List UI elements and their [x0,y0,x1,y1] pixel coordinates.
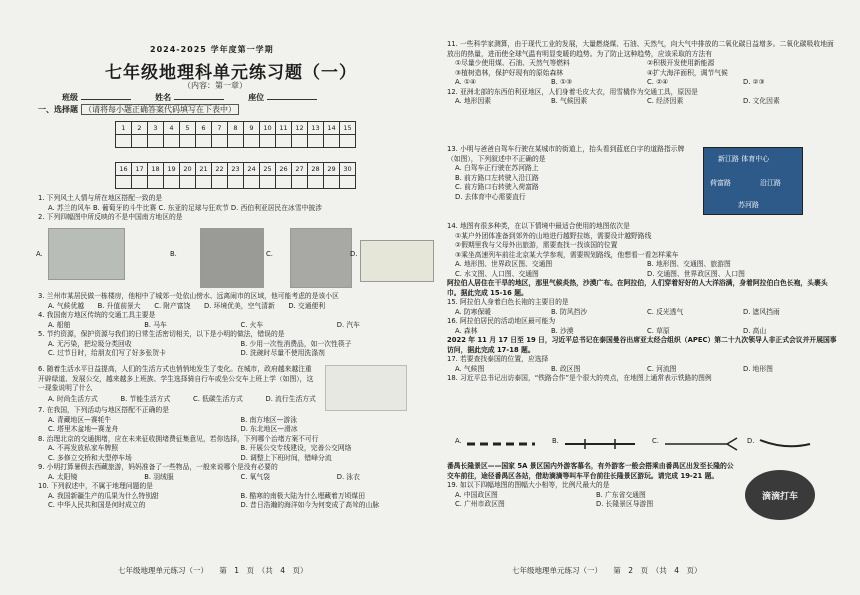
class-label: 班级 [62,93,78,102]
answer-cell[interactable] [116,176,132,189]
answer-number-cell: 4 [164,122,180,135]
answer-number-cell: 28 [308,163,324,176]
answer-cell[interactable] [212,135,228,148]
answer-number-cell: 29 [324,163,340,176]
answer-cell[interactable] [196,135,212,148]
question-6: 6. 随着生活水平日益提高，人们的生活方式也悄悄地发生了变化。在城市，政府越来越注重开辟绿道、发展公交，越来越多上班族、学生选择骑自行车或坐公交车上班上学（如图），这一现象说明了什么 [38,365,314,392]
seat-field[interactable] [267,92,317,100]
photo-b [200,228,264,288]
answer-number-cell: 5 [180,122,196,135]
answer-cell[interactable] [340,135,356,148]
answer-cell[interactable] [324,135,340,148]
answer-cell[interactable] [244,176,260,189]
answer-cell[interactable] [324,176,340,189]
answer-number-cell: 27 [292,163,308,176]
section-note: （请将每小题正确答案代码填写在下表中） [81,104,239,115]
answer-cell[interactable] [260,176,276,189]
answer-number-cell: 10 [260,122,276,135]
answer-cell[interactable] [132,135,148,148]
railway-symbols [465,436,845,452]
answer-cell[interactable] [340,176,356,189]
answer-number-cell: 26 [276,163,292,176]
answer-cell[interactable] [180,176,196,189]
answer-cell[interactable] [308,176,324,189]
answer-number-cell: 13 [308,122,324,135]
name-field[interactable] [174,92,224,100]
answer-number-cell: 14 [324,122,340,135]
answer-table-row2[interactable] [115,162,356,189]
answer-number-cell: 9 [244,122,260,135]
exam-sheet: 2024-2025 学年度第一学期 七年级地理科单元练习题（一） （内容：第一章） 班级 姓名 座位 一、选择题 （请将每小题正确答案代码填写在下表中） 1 2 3 4 5 6 7 8 9 10 11 12 13 14 15 16 17 18 19 20 21 22 23 24 25 26 27 28 29 30 1. 下列风土人情与所在地区搭配一致的是 A. 苏兰的风车 B. 葡萄牙的斗牛比赛 C. 东亚的足球与狂欢节 D. 西伯利亚居民在冰雪中披涉 2. 下列四幅图中所反映的不是中国南方地区的是 A. B. C. D. 3. 兰州市某居民做一栋楼房，他相中了城郊一处依山傍水、远离闹市的区域，他可能考虑的是该小区 A. 气候优越 B. 升值前景大 C. 附产富饶 D. 环境优美，空气清新 D. 交通便利 4. 我国南方地区传统的交通工具主要是 A. 船舶 B. 马车 C. 火车 D. 汽车 5. 节约资源，保护资源与我们的日常生活密切相关，以下是小明的做法，错误的是 A. 无污染，把垃圾分类回收 B. 少用一次性消费品，如一次性筷子 C. 过节日时，给朋友们写了好多张贺卡 D. 洗碗时尽量不使用洗涤剂 6. 随着生活水平日益提高，人们的生活方式也悄悄地发生了变化。在城市，政府越来越注重开辟绿道、发展公交，越来越多上班族、学生选择骑自行车或坐公交车上班上学（如图），这一现象说明了什么 A. 时尚生活方式 B. 节能生活方式 C. 低碳生活方式 D. 流行生活方式 7. 在我国，下列活动与地区搭配不正确的是 A. 青藏地区—赛牦牛 B. 南方地区—游泳 C. 塔里木盆地—赛龙舟 D. 东北地区—滑冰 8. 治理北京的交通拥堵，应在未来征收拥堵费征集意见，若你选择，下列哪个治堵方案不可行 A. 不再发放私家车牌照 B. 开展公交专线建设，完善公交网络 C. 多修立交桥和大型停车场 D. 调整上下班时间，错峰分流 9. 小明打算暑假去西藏旅游，妈妈准备了一些物品，一般来说哪个是没有必要的 A. 太阳镜 B. 羽绒服 C. 氧气袋 D. 泳衣 10. 下列叙述中，不属于地理问题的是 A. 我国新疆生产的瓜果为什么特别甜 B. 酷寒的南极大陆为什么埋藏着万顷煤田 C. 中华人民共和国是何时成立的 D. 昔日浩瀚的海洋如今为何变成了高耸的山脉 11. 一些科学家测算，由于现代工业的发展，大量燃烧煤、石油、天然气，向大气中排放的二氧化碳日益增多。二氧化碳吸收地面放出的热量，进而使全球气温有明显变暖的趋势。为了防止这种趋势，应该采取的方法有 ①尽量少使用煤、石油、天然气等燃料 ②积极开发使用新能源 ③植树造林，保护好现有的原始森林 ④扩大海洋面积，调节气候 A. ①④ B. ①③ C. ②④ D. ②③ 12. 亚洲北部的东西伯利亚地区，人们身着毛皮大衣，用雪橇作为交通工具，原因是 A. 地形因素 B. 气候因素 C. 经济因素 D. 文化因素 13. 小明与爸爸自驾车行驶在某城市的街道上，抬头看到蓝底白字的道路指示牌（如图），下列叙述中不正确的是 A. 白驾车正行驶在苏河路上 B. 前方路口左转驶入沿江路 C. 前方路口右转驶入荷富路 D. 去体育中心需要直行 新江路 体育中心 荷富路 沿江路 苏河路 14. 地图有很多种类，在以下情境中最适合使用的地图依次是 ①某户外团体准备到郊外的山地进行越野拉练，需要设计越野路线 ②假期里我与父母外出旅游，需要查找一找该国的位置 ③乘坐高速列车前往北京某大学参观，需要规划路线，他想看一看怎样乘车 A. 地形图、世界政区图、交通图 B. 地形图、交通图、旅游图 C. 水文图、人口图、交通图 D. 交通图、世界政区图、人口图 阿拉伯人居住在干旱的地区，那里气候炎热，沙漠广布。在阿拉伯，人们穿着好好的人大洋浴满，身着阿拉伯白色长袍，头裹头巾。据此完成 15-16 题。 15. 阿拉伯人身着白色长袍的主要目的是 A. 防寒保暖 B. 防风挡沙 C. 反光透气 D. 遮风挡雨 16. 阿拉伯居民的活动地区最可能为 A. 森林 B. 沙漠 C. 草原 D. 高山 2022 年 11 月 17 日至 19 日，习近平总书记在泰国曼谷出席亚太经合组织（APEC）第二十九次领导人非正式会议并开展国事访问，据此完成 17-18 题。 17. 若要查找泰国的位置，应选择 A. 气候图 B. 政区图 C. 河流图 D. 地形图 18. 习近平总书记出访泰国，“铁路合作”是个很大的亮点，在地图上通常表示铁路的图例 A. B. C. D. 番禺长隆景区——国家 5A 景区国内外游客慕名，有外游客一般会搭乘由番禺区出发至长隆的公交车前往，途径番禺区各站，借助滴滴等叫车平台前往长隆景区游玩。请完成 19-21 题。 19. 如以下四幅地图的图幅大小相等，比例尺最大的是 A. 中国政区图 B. 广东省交通图 C. 广州市政区图 D. 长隆景区导游图 滴滴打车 七年级地理单元练习（一） 第 1 页 （共 4 页） 七年级地理单元练习（一） 第 2 页 （共 4 页） [0,0,860,595]
answer-cell[interactable] [244,135,260,148]
answer-number-cell: 17 [132,163,148,176]
answer-number-cell: 7 [212,122,228,135]
answer-cell[interactable] [228,176,244,189]
seat-label: 座位 [248,93,265,102]
answer-number-cell: 8 [228,122,244,135]
answer-cell[interactable] [212,176,228,189]
answer-cell[interactable] [276,135,292,148]
photo-d [360,240,434,282]
answer-cell[interactable] [292,135,308,148]
answer-cell[interactable] [292,176,308,189]
answer-cell[interactable] [132,176,148,189]
answer-number-cell: 23 [228,163,244,176]
answer-number-cell: 21 [196,163,212,176]
answer-cell[interactable] [164,135,180,148]
answer-number-cell: 24 [244,163,260,176]
answer-cell[interactable] [276,176,292,189]
answer-number-cell: 30 [340,163,356,176]
section-title: 一、选择题 [38,105,78,114]
answer-number-cell: 22 [212,163,228,176]
section-heading [38,104,239,115]
answer-number-cell: 11 [276,122,292,135]
answer-cell[interactable] [148,135,164,148]
scope-line: （内容：第一章） [183,81,247,90]
answer-cell[interactable] [260,135,276,148]
footer-left: 七年级地理单元练习（一） 第 1 页 （共 4 页） [118,566,308,575]
class-field[interactable] [81,92,131,100]
question-11: 11. 一些科学家测算，由于现代工业的发展，大量燃烧煤、石油、天然气，向大气中排放的二氧化碳日益增多。二氧化碳吸收地面放出的热量，进而使全球气温有明显变暖的趋势。为了防止这种趋势，应该采取的方法有 ①尽量少使用煤、石油、天然气等燃料 ②积极开发使用新能源 ③植树造林，保护好现有的原始森林 ④扩大海洋面积，调节气候 A. ①④ B. ①③ C. ②④ D. ②③ 12. 亚洲北部的东西伯利亚地区，人们身着毛皮大衣，用雪橇作为交通工具，原因是 A. 地形因素 B. 气候因素 C. 经济因素 D. 文化因素 [447,40,834,105]
answer-number-cell: 12 [292,122,308,135]
answer-number-cell: 20 [180,163,196,176]
didi-stamp: 滴滴打车 [745,470,815,520]
answer-number-cell: 6 [196,122,212,135]
question-19: 番禺长隆景区——国家 5A 景区国内外游客慕名，有外游客一般会搭乘由番禺区出发至长隆的公交车前往，途径番禺区各站，借助滴滴等叫车平台前往长隆景区游玩。请完成 19-21 题。 19. 如以下四幅地图的图幅大小相等，比例尺最大的是 A. 中国政区图 B. 广东省交通图 C. 广州市政区图 D. 长隆景区导游图 [447,462,734,508]
page-title: 七年级地理科单元练习题（一） [105,63,357,83]
answer-cell[interactable] [148,176,164,189]
question-7: 7. 在我国，下列活动与地区搭配不正确的是 A. 青藏地区—赛牦牛 B. 南方地区—游泳 C. 塔里木盆地—赛龙舟 D. 东北地区—滑冰 8. 治理北京的交通拥堵，应在未来征收拥堵费征集意见，若你选择，下列哪个治堵方案不可行 A. 不再发放私家车牌照 B. 开展公交专线建设，完善公交网络 C. 多修立交桥和大型停车场 D. 调整上下班时间，错峰分流 9. 小明打算暑假去西藏旅游，妈妈准备了一些物品，一般来说哪个是没有必要的 A. 太阳镜 B. 羽绒服 C. 氧气袋 D. 泳衣 10. 下列叙述中，不属于地理问题的是 A. 我国新疆生产的瓜果为什么特别甜 B. 酷寒的南极大陆为什么埋藏着万顷煤田 C. 中华人民共和国是何时成立的 D. 昔日浩瀚的海洋如今为何变成了高耸的山脉 [38,406,380,509]
answer-cell[interactable] [116,135,132,148]
question-1: 1. 下列风土人情与所在地区搭配一致的是 A. 苏兰的风车 B. 葡萄牙的斗牛比赛 C. 东亚的足球与狂欢节 D. 西伯利亚居民在冰雪中披涉 2. 下列四幅图中所反映的不是中国南方地区的是 [38,194,323,221]
footer-right: 七年级地理单元练习（一） 第 2 页 （共 4 页） [512,566,702,575]
answer-number-cell: 18 [148,163,164,176]
answer-number-cell: 25 [260,163,276,176]
answer-cell[interactable] [164,176,180,189]
question-14: 14. 地图有很多种类，在以下情境中最适合使用的地图依次是 ①某户外团体准备到郊外的山地进行越野拉练，需要设计越野路线 ②假期里我与父母外出旅游，需要查找一找该国的位置 ③乘坐高速列车前往北京某大学参观，需要规划路线，他想看一看怎样乘车 A. 地形图、世界政区图、交通图 B. 地形图、交通图、旅游图 C. 水文图、人口图、交通图 D. 交通图、世界政区图、人口图 阿拉伯人居住在干旱的地区，那里气候炎热，沙漠广布。在阿拉伯，人们穿着好好的人大洋浴满，身着阿拉伯白色长袍，头裹头巾。据此完成 15-16 题。 15. 阿拉伯人身着白色长袍的主要目的是 A. 防寒保暖 B. 防风挡沙 C. 反光透气 D. 遮风挡雨 16. 阿拉伯居民的活动地区最可能为 A. 森林 B. 沙漠 C. 草原 D. 高山 2022 年 11 月 17 日至 19 日，习近平总书记在泰国曼谷出席亚太经合组织（APEC）第二十九次领导人非正式会议并开展国事访问，据此完成 17-18 题。 17. 若要查找泰国的位置，应选择 A. 气候图 B. 政区图 C. 河流图 D. 地形图 18. 习近平总书记出访泰国，“铁路合作”是个很大的亮点，在地图上通常表示铁路的图例 [447,222,837,382]
question-6-options: A. 时尚生活方式 B. 节能生活方式 C. 低碳生活方式 D. 流行生活方式 [48,395,316,403]
question-3: 3. 兰州市某居民做一栋楼房，他相中了城郊一处依山傍水、远离闹市的区域，他可能考虑的是该小区 A. 气候优越 B. 升值前景大 C. 附产富饶 D. 环境优美，空气清新 D. 交通便利 4. 我国南方地区传统的交通工具主要是 A. 船舶 B. 马车 C. 火车 D. 汽车 5. 节约资源，保护资源与我们的日常生活密切相关，以下是小明的做法，错误的是 A. 无污染，把垃圾分类回收 B. 少用一次性消费品，如一次性筷子 C. 过节日时，给朋友们写了好多张贺卡 D. 洗碗时尽量不使用洗涤剂 [38,292,360,357]
question-13: 13. 小明与爸爸自驾车行驶在某城市的街道上，抬头看到蓝底白字的道路指示牌（如图），下列叙述中不正确的是 A. 白驾车正行驶在苏河路上 B. 前方路口左转驶入沿江路 C. 前方路口右转驶入荷富路 D. 去体育中心需要直行 [447,145,685,201]
student-info [62,92,339,103]
answer-number-cell: 19 [164,163,180,176]
answer-table-row1[interactable] [115,121,356,148]
answer-cell[interactable] [308,135,324,148]
name-label: 姓名 [155,93,172,102]
photo-a [48,228,125,280]
photo-c [290,228,352,288]
answer-number-cell: 1 [116,122,132,135]
road-sign: 新江路 体育中心 荷富路 沿江路 苏河路 [703,147,803,215]
answer-cell[interactable] [228,135,244,148]
answer-number-cell: 2 [132,122,148,135]
answer-cell[interactable] [196,176,212,189]
answer-number-cell: 3 [148,122,164,135]
answer-number-cell: 16 [116,163,132,176]
answer-cell[interactable] [180,135,196,148]
term-line: 2024-2025 学年度第一学期 [150,45,274,54]
answer-number-cell: 15 [340,122,356,135]
